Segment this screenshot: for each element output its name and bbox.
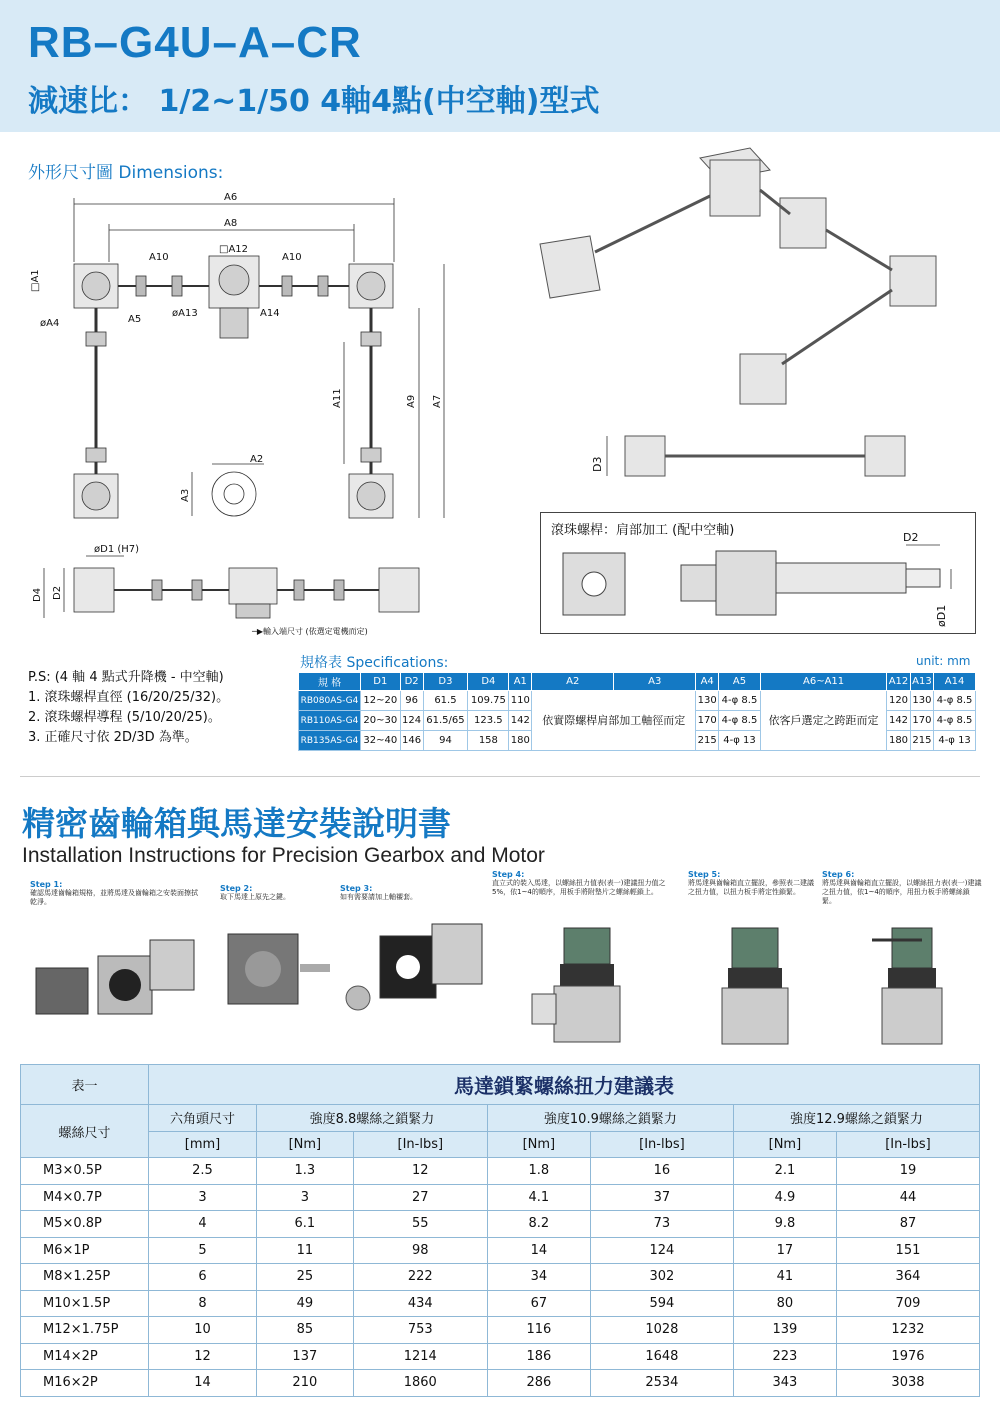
install-step-3 <box>340 884 490 1050</box>
torque-cell: 343 <box>733 1370 836 1397</box>
spec-cell: 120 <box>887 691 910 711</box>
torque-cell: 34 <box>487 1264 590 1291</box>
torque-cell: 25 <box>257 1264 354 1291</box>
model-title: RB–G4U–A–CR <box>28 18 362 67</box>
torque-cell: 1860 <box>353 1370 487 1397</box>
label-a8: A8 <box>224 218 238 229</box>
spec-cell: 180 <box>509 731 532 751</box>
step-text: 確認馬達齒輪箱規格，並將馬達及齒輪箱之安裝面擦拭乾淨。 <box>30 889 198 906</box>
spec-a6-a11-note: 依客戶選定之跨距而定 <box>760 691 886 751</box>
spec-cell: 142 <box>887 711 910 731</box>
dimensions-title: 外形尺寸圖 Dimensions: <box>28 163 224 183</box>
torque-cell: 16 <box>590 1158 733 1185</box>
step-label: Step 5: <box>688 870 721 879</box>
install-title: 精密齒輪箱與馬達安裝說明書 <box>22 804 451 843</box>
torque-cell: 139 <box>733 1317 836 1344</box>
torque-cell: 3 <box>149 1184 257 1211</box>
spec-cell: 20~30 <box>361 711 401 731</box>
table-row <box>21 1290 980 1317</box>
spec-cell: 170 <box>696 711 719 731</box>
label-a5: A5 <box>128 314 142 325</box>
torque-cell: 55 <box>353 1211 487 1238</box>
screw-size-header: 螺絲尺寸 <box>21 1105 149 1158</box>
screw-size-cell: M5×0.8P <box>21 1211 149 1238</box>
step-text: 將馬達與齒輪箱直立擺設，以螺絲扭力表(表一)建議之扭力值，依1~4的順序，用扭力板手將螺絲鎖緊。 <box>822 879 982 905</box>
screw-size-cell: M4×0.7P <box>21 1184 149 1211</box>
unit-inlbs: [In-lbs] <box>590 1131 733 1158</box>
step-text: 將馬達與齒輪箱直立擺設，參照表二建議之扭力值，以扭力板手將定性鎖緊。 <box>688 879 814 896</box>
torque-cell: 137 <box>257 1343 354 1370</box>
label-a4: øA4 <box>40 318 60 329</box>
spec-cell: 110 <box>509 691 532 711</box>
spec-header-cell: A2 <box>532 673 614 691</box>
label-a10-left: A10 <box>149 252 169 263</box>
step-4-illustration <box>492 920 672 1050</box>
install-subtitle: Installation Instructions for Precision Gearbox and Motor <box>22 844 545 867</box>
spec-cell: 4-φ 8.5 <box>719 711 761 731</box>
spec-cell: 4-φ 13 <box>719 731 761 751</box>
ballscrew-detail-box <box>540 512 976 634</box>
header-band <box>0 0 1000 132</box>
torque-cell: 1.8 <box>487 1158 590 1185</box>
torque-cell: 6 <box>149 1264 257 1291</box>
spec-header-cell: A1 <box>509 673 532 691</box>
unit-mm: [mm] <box>149 1131 257 1158</box>
spec-cell: 61.5 <box>423 691 468 711</box>
spec-cell: 96 <box>400 691 423 711</box>
label-d4: D4 <box>32 587 43 602</box>
torque-cell: 67 <box>487 1290 590 1317</box>
step-text: 如有需要請加上軸襯套。 <box>340 893 417 901</box>
screw-size-cell: M8×1.25P <box>21 1264 149 1291</box>
torque-cell: 49 <box>257 1290 354 1317</box>
torque-table-body <box>21 1158 980 1397</box>
table-row <box>21 1237 980 1264</box>
hex-size-header: 六角頭尺寸 <box>149 1105 257 1132</box>
torque-cell: 3038 <box>836 1370 979 1397</box>
unit-nm: [Nm] <box>257 1131 354 1158</box>
unit-nm: [Nm] <box>487 1131 590 1158</box>
spec-header-row <box>299 673 976 691</box>
spec-cell: 4-φ 8.5 <box>934 711 976 731</box>
label-a2: A2 <box>250 454 264 465</box>
torque-table-title: 馬達鎖緊螺絲扭力建議表 <box>149 1065 980 1105</box>
spec-header-cell: A4 <box>696 673 719 691</box>
spec-model: RB110AS-G4 <box>299 711 361 731</box>
label-a3: A3 <box>180 488 191 502</box>
spec-header-cell: 規 格 <box>299 673 361 691</box>
torque-cell: 2.1 <box>733 1158 836 1185</box>
spec-cell: 61.5/65 <box>423 711 468 731</box>
torque-cell: 27 <box>353 1184 487 1211</box>
table-row <box>21 1158 980 1185</box>
screw-size-cell: M12×1.75P <box>21 1317 149 1344</box>
spec-cell: 123.5 <box>468 711 509 731</box>
torque-cell: 1028 <box>590 1317 733 1344</box>
spec-cell: 215 <box>696 731 719 751</box>
step-1-illustration <box>30 920 200 1050</box>
spec-cell: 170 <box>910 711 933 731</box>
torque-cell: 286 <box>487 1370 590 1397</box>
step-label: Step 1: <box>30 880 63 889</box>
spec-cell: 32~40 <box>361 731 401 751</box>
torque-cell: 302 <box>590 1264 733 1291</box>
unit-nm: [Nm] <box>733 1131 836 1158</box>
spec-header-cell: A3 <box>614 673 696 691</box>
spec-cell: 180 <box>887 731 910 751</box>
torque-cell: 753 <box>353 1317 487 1344</box>
label-a13: øA13 <box>172 308 198 319</box>
torque-cell: 37 <box>590 1184 733 1211</box>
table-row <box>21 1184 980 1211</box>
torque-cell: 2.5 <box>149 1158 257 1185</box>
unit-inlbs: [In-lbs] <box>836 1131 979 1158</box>
torque-cell: 364 <box>836 1264 979 1291</box>
spec-cell: 94 <box>423 731 468 751</box>
torque-cell: 4.9 <box>733 1184 836 1211</box>
label-d1: øD1 (H7) <box>94 544 140 555</box>
torque-cell: 8 <box>149 1290 257 1317</box>
spec-cell: 146 <box>400 731 423 751</box>
ps-item: 3. 正確尺寸依 2D/3D 為準。 <box>28 730 198 745</box>
torque-table <box>20 1064 980 1397</box>
label-a1: □A1 <box>30 269 41 292</box>
spec-cell: 215 <box>910 731 933 751</box>
spec-model: RB080AS-G4 <box>299 691 361 711</box>
torque-cell: 85 <box>257 1317 354 1344</box>
torque-cell: 11 <box>257 1237 354 1264</box>
label-a7: A7 <box>432 394 443 408</box>
spec-cell: 124 <box>400 711 423 731</box>
spec-header-cell: D4 <box>468 673 509 691</box>
torque-cell: 2534 <box>590 1370 733 1397</box>
spec-header-cell: D1 <box>361 673 401 691</box>
spec-cell: 12~20 <box>361 691 401 711</box>
torque-cell: 4 <box>149 1211 257 1238</box>
spec-cell: 158 <box>468 731 509 751</box>
torque-cell: 80 <box>733 1290 836 1317</box>
torque-cell: 124 <box>590 1237 733 1264</box>
torque-cell: 87 <box>836 1211 979 1238</box>
torque-cell: 98 <box>353 1237 487 1264</box>
table-row <box>21 1211 980 1238</box>
torque-cell: 14 <box>149 1370 257 1397</box>
torque-cell: 222 <box>353 1264 487 1291</box>
step-label: Step 3: <box>340 884 373 893</box>
input-end-note: ─▶輸入端尺寸 (依選定電機而定) <box>252 627 368 636</box>
torque-cell: 17 <box>733 1237 836 1264</box>
torque-cell: 19 <box>836 1158 979 1185</box>
spec-cell: 4-φ 8.5 <box>934 691 976 711</box>
spec-header-cell: A14 <box>934 673 976 691</box>
spec-header-cell: A5 <box>719 673 761 691</box>
torque-cell: 223 <box>733 1343 836 1370</box>
spec-header-cell: A6~A11 <box>760 673 886 691</box>
label-a9: A9 <box>406 394 417 408</box>
spec-header-cell: A13 <box>910 673 933 691</box>
torque-cell: 1232 <box>836 1317 979 1344</box>
grade-12-9-header: 強度12.9螺絲之鎖緊力 <box>733 1105 979 1132</box>
spec-row <box>299 691 976 711</box>
dimension-drawing <box>24 182 494 644</box>
side-view <box>585 428 935 498</box>
ps-title: P.S: (4 軸 4 點式升降機 - 中空軸) <box>28 670 224 685</box>
grade-8-8-header: 強度8.8螺絲之鎖緊力 <box>257 1105 488 1132</box>
spec-cell: 130 <box>910 691 933 711</box>
table-row <box>21 1343 980 1370</box>
spec-a2-a3-note: 依實際螺桿肩部加工軸徑而定 <box>532 691 696 751</box>
table-row <box>21 1264 980 1291</box>
spec-cell: 142 <box>509 711 532 731</box>
step-text: 取下馬達上原先之鍵。 <box>220 893 290 901</box>
spec-model: RB135AS-G4 <box>299 731 361 751</box>
label-a14: A14 <box>260 308 280 319</box>
torque-cell: 4.1 <box>487 1184 590 1211</box>
label-a11: A11 <box>332 388 343 408</box>
ps-item: 1. 滾珠螺桿直徑 (16/20/25/32)。 <box>28 690 230 705</box>
spec-cell: 130 <box>696 691 719 711</box>
install-step-6 <box>822 870 982 1050</box>
spec-cell: 4-φ 13 <box>934 731 976 751</box>
torque-cell: 434 <box>353 1290 487 1317</box>
install-step-2 <box>220 884 340 1050</box>
screw-size-cell: M16×2P <box>21 1370 149 1397</box>
step-text: 直立式的裝入馬達，以螺絲扭力值表(表一)建議扭力值之5%，依1~4的順序，用板手將附墊片之螺絲輕鎖上。 <box>492 879 666 896</box>
label-a6: A6 <box>224 192 238 203</box>
torque-cell: 1648 <box>590 1343 733 1370</box>
spec-header-cell: A12 <box>887 673 910 691</box>
ps-notes <box>28 668 229 748</box>
spec-unit: unit: mm <box>916 654 971 668</box>
grade-10-9-header: 強度10.9螺絲之鎖緊力 <box>487 1105 733 1132</box>
label-a10-right: A10 <box>282 252 302 263</box>
torque-cell: 14 <box>487 1237 590 1264</box>
torque-cell: 210 <box>257 1370 354 1397</box>
torque-cell: 10 <box>149 1317 257 1344</box>
spec-table <box>298 672 976 751</box>
torque-cell: 1.3 <box>257 1158 354 1185</box>
spec-header-cell: D2 <box>400 673 423 691</box>
install-step-5 <box>688 870 818 1050</box>
torque-cell: 73 <box>590 1211 733 1238</box>
torque-cell: 186 <box>487 1343 590 1370</box>
spec-header-cell: D3 <box>423 673 468 691</box>
step-label: Step 4: <box>492 870 525 879</box>
spec-cell: 109.75 <box>468 691 509 711</box>
torque-cell: 709 <box>836 1290 979 1317</box>
label-d3: D3 <box>591 456 604 472</box>
table-row <box>21 1317 980 1344</box>
torque-cell: 5 <box>149 1237 257 1264</box>
torque-cell: 6.1 <box>257 1211 354 1238</box>
torque-cell: 9.8 <box>733 1211 836 1238</box>
torque-cell: 44 <box>836 1184 979 1211</box>
torque-cell: 1976 <box>836 1343 979 1370</box>
label-d2: D2 <box>52 585 63 600</box>
step-label: Step 6: <box>822 870 855 879</box>
torque-cell: 594 <box>590 1290 733 1317</box>
section-divider <box>20 776 980 777</box>
screw-size-cell: M10×1.5P <box>21 1290 149 1317</box>
ratio-subtitle: 減速比： 1/2~1/50 4軸4點(中空軸)型式 <box>28 84 600 119</box>
install-step-4 <box>492 870 672 1050</box>
table-id: 表一 <box>21 1065 149 1105</box>
table-row <box>21 1370 980 1397</box>
torque-cell: 1214 <box>353 1343 487 1370</box>
screw-size-cell: M6×1P <box>21 1237 149 1264</box>
install-step-1 <box>30 880 200 1050</box>
ps-item: 2. 滾珠螺桿導程 (5/10/20/25)。 <box>28 710 221 725</box>
torque-cell: 41 <box>733 1264 836 1291</box>
ballscrew-title: 滾珠螺桿：肩部加工 (配中空軸) <box>551 523 735 538</box>
ballscrew-label-d1: øD1 <box>935 604 948 627</box>
step-label: Step 2: <box>220 884 253 893</box>
torque-cell: 151 <box>836 1237 979 1264</box>
torque-cell: 8.2 <box>487 1211 590 1238</box>
spec-cell: 4-φ 8.5 <box>719 691 761 711</box>
step-2-illustration <box>220 924 340 1034</box>
ballscrew-drawing <box>541 513 977 635</box>
screw-size-cell: M3×0.5P <box>21 1158 149 1185</box>
label-a12: □A12 <box>219 244 249 255</box>
step-3-illustration <box>340 914 490 1034</box>
torque-cell: 12 <box>149 1343 257 1370</box>
screw-size-cell: M14×2P <box>21 1343 149 1370</box>
unit-inlbs: [In-lbs] <box>353 1131 487 1158</box>
ballscrew-label-d2: D2 <box>903 531 919 544</box>
step-5-illustration <box>688 920 818 1050</box>
spec-title: 規格表 Specifications: <box>300 655 449 671</box>
torque-cell: 116 <box>487 1317 590 1344</box>
step-6-illustration <box>822 920 982 1050</box>
torque-cell: 3 <box>257 1184 354 1211</box>
torque-cell: 12 <box>353 1158 487 1185</box>
